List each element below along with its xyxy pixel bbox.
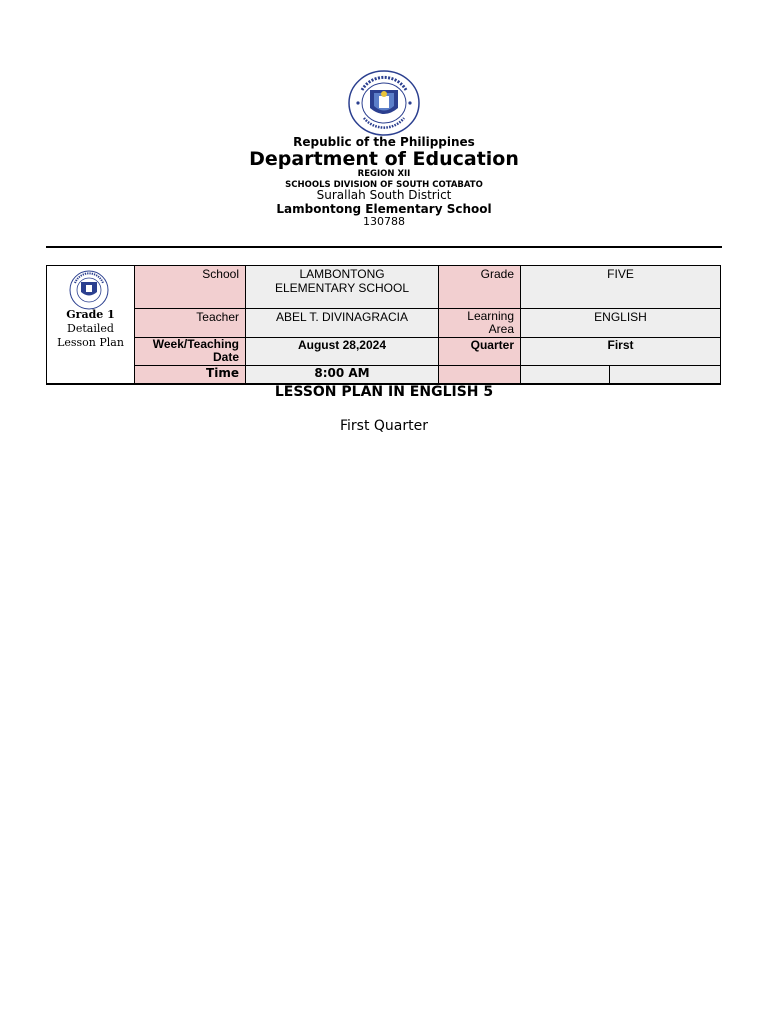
grade-value: FIVE [607, 267, 634, 281]
time-value-cell [246, 366, 439, 384]
time-extra-cell-2 [521, 366, 610, 384]
teacher-label: Teacher [196, 310, 239, 324]
time-label: Time [206, 366, 239, 380]
grade-label-line1: Grade 1 [66, 308, 115, 321]
school-value-cell [246, 266, 439, 309]
time-extra-cell-3 [610, 366, 720, 384]
division-heading: SCHOOLS DIVISION OF SOUTH COTABATO [285, 180, 483, 190]
teacher-value-cell [246, 309, 439, 338]
grade-plan-label [47, 308, 134, 350]
grade-logo-cell [47, 266, 135, 384]
region-heading: REGION XII [357, 169, 411, 179]
learning-area-label-line1: Learning [467, 309, 514, 323]
teacher-label-cell [135, 309, 246, 338]
district-heading: Surallah South District [316, 188, 452, 202]
date-value-cell [246, 338, 439, 366]
school-value-line1: LAMBONTONG [299, 267, 385, 281]
lesson-plan-title: LESSON PLAN IN ENGLISH 5 [274, 384, 494, 400]
school-heading: Lambontong Elementary School [276, 202, 492, 216]
quarter-value: First [607, 338, 634, 352]
deped-seal-small-logo [69, 270, 109, 310]
school-label: School [202, 267, 239, 281]
date-label-cell [135, 338, 246, 366]
learning-area-value-cell [521, 309, 720, 338]
date-label-line1: Week/Teaching [152, 338, 239, 351]
teacher-value: ABEL T. DIVINAGRACIA [275, 310, 409, 324]
school-value-line2: ELEMENTARY SCHOOL [274, 281, 410, 295]
grade-label-cell [439, 266, 521, 309]
learning-area-label-cell [439, 309, 521, 338]
quarter-label-cell [439, 338, 521, 366]
grade-label: Grade [480, 267, 514, 281]
grade-value-cell [521, 266, 720, 309]
grade-label-line2: Detailed [67, 322, 114, 335]
learning-area-value: ENGLISH [594, 310, 647, 324]
republic-heading: Republic of the Philippines [293, 135, 475, 149]
deped-seal-logo [348, 70, 420, 136]
date-value: August 28,2024 [297, 338, 387, 352]
grade-label-line3: Lesson Plan [57, 336, 124, 349]
quarter-label: Quarter [470, 338, 514, 352]
department-heading: Department of Education [249, 148, 519, 170]
time-value: 8:00 AM [314, 366, 370, 380]
quarter-value-cell [521, 338, 720, 366]
school-id: 130788 [363, 215, 405, 228]
quarter-subtitle: First Quarter [340, 418, 428, 434]
header-divider [46, 246, 722, 248]
school-label-cell [135, 266, 246, 309]
lesson-plan-header-table [46, 265, 721, 385]
time-extra-cell-1 [439, 366, 521, 384]
time-label-cell [135, 366, 246, 384]
learning-area-label-line2: Area [488, 322, 514, 336]
date-label-line2: Date [212, 350, 239, 364]
